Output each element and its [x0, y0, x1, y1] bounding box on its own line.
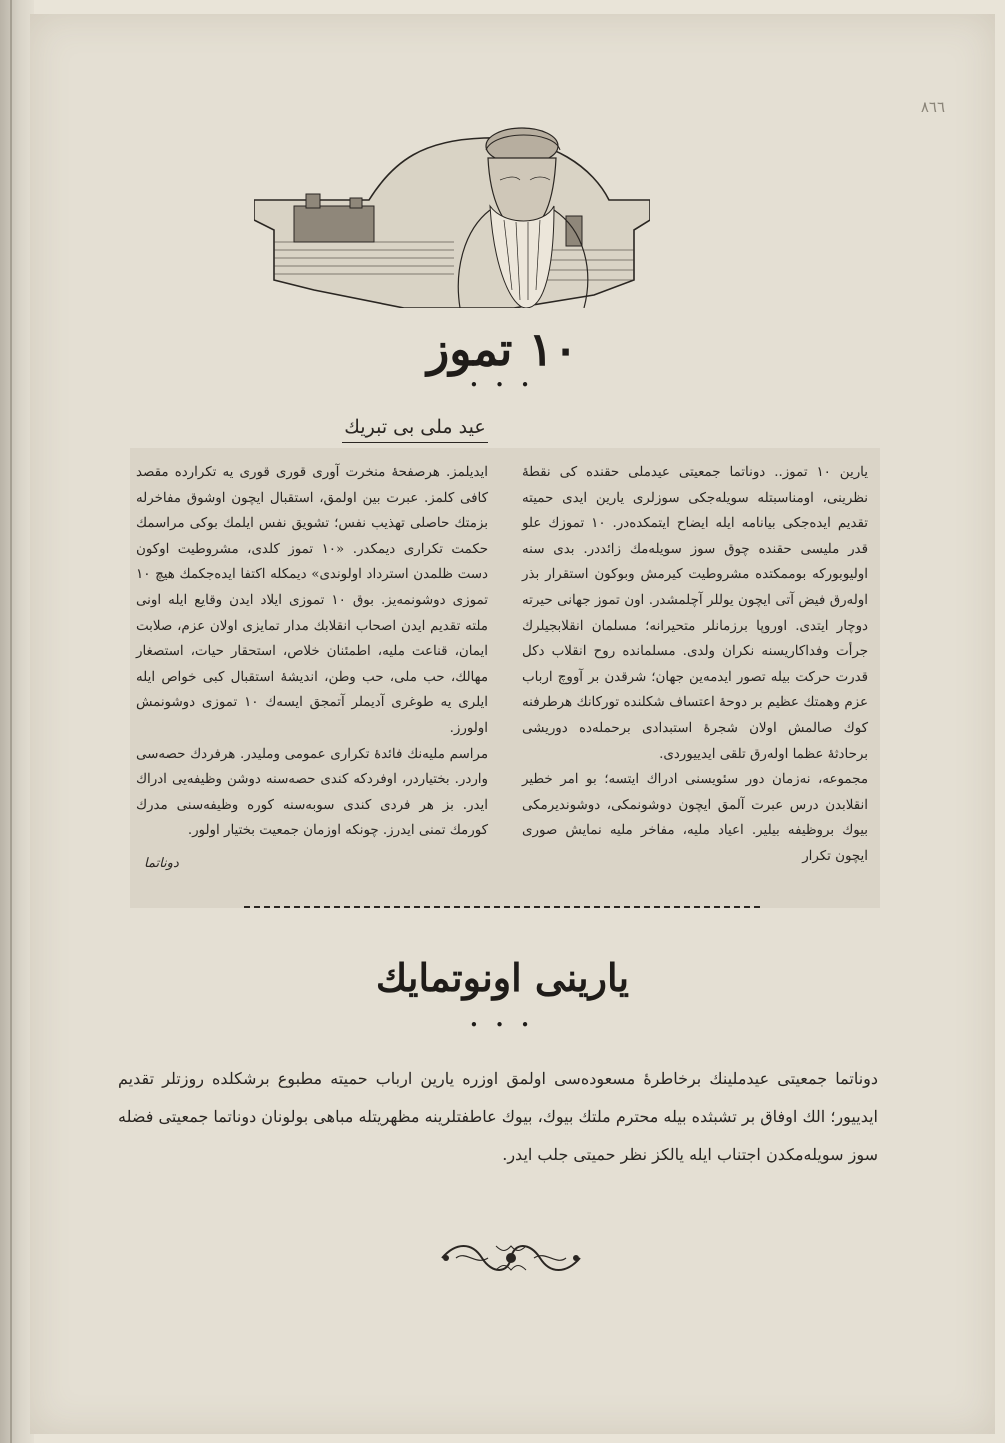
article-signature: دوناتما	[144, 856, 179, 871]
page-number: ٨٦٦	[920, 98, 945, 116]
section-paragraph	[118, 1060, 878, 1174]
section-title: یارینی اونوتمایك	[375, 955, 630, 1000]
article-column-right	[522, 460, 868, 870]
paragraph: یارین ۱۰ تموز.. دوناتما جمعیتی عیدملی حقنده کی نقطهٔ نظرینی، اومناسبتله سویله‌جکی سوزلری یارین ایدی حمیته تقدیم ایده‌جکی بیانامه ایله ایضاح ایتمکده‌در. ۱۰ تموزك علو قدر ملیسی حقنده چوق سوز سویله‌مك زائددر. بدی سنه اولیوبوركه بوممکتده مشروطیت کیرمش وبوکون استقرار بذر اوله‌رق فیض آتی ایچون یوللر آچلمشدر. اون تموز جهانی حیرته دوچار ایتدی. اوروپا برزمانلر متحیرانه؛ مسلمان انقلابجیلرك جرأت وفداکاریسنه نکران ولدی. مسلمانده روح انقلاب دکل قدرت حرکت بیله تصور ایدمه‌ین جهان؛ شرقدن بر آووچ ارباب عزم وهمتك عظیم بر دوحهٔ اعتساف شکلنده تورکانك هرطرفنه کوك صالمش اولان شجرهٔ استبدادی برحمله‌ده دوریشی برحادثهٔ عظما اوله‌رق تلقی ایدییوردی.	[522, 465, 868, 762]
paragraph: ایدیلمز. هرصفحهٔ منخرت آوری قوری قوری یه تکرارده مقصد کافی کلمز. عبرت بین اولمق، استقبال ایچون اوشوق مفاخرله بزمتك حاصلی تهذیب نفس؛ تشویق نفس ایلمك بوکی مراسمك حکمت تکراری دیمکدر. «۱۰ تموز کلدی، مشروطیت اوکون دست ظلمدن استرداد اولوندی» دیمکله اکتفا ایده‌جکمك هیچ ۱۰ تموزی دوشونمه‌یز. بوق ۱۰ تموزی ایلاد ایدن وقایع ایله اونی ملته تقدیم ایدن اصحاب انقلابك مدار تمایزی اولان عزم، صلابت ایمان، قناعت ملیه، اطمئنان خلاص، استحقار حیات، استصغار مهالك، حب ملی، حب وطن، اندیشهٔ استقبال کبی خواص ایله ایلری یه طوغری آدیملر آتمجق ایسه‌ك ۱۰ تموزی دوشونمش اولورز.	[136, 465, 488, 736]
portrait-vignette-illustration	[254, 110, 650, 308]
section-divider	[244, 906, 760, 908]
title-dots-ornament: • • •	[469, 376, 536, 394]
paragraph: دوناتما جمعیتی عیدملینك برخاطرهٔ مسعوده‌سی اولمق اوزره یارین ارباب حمیته مطبوع برشکلده روزتلر تقدیم ایدییور؛ الك اوفاق بر تشبثده بیله محترم ملتك بیوك، بیوك عاطفتلرینه مظهریتله مباهی بولونان دوناتما جمعیتی فضله سوز سویله‌مکدن اجتناب ایله یالکز نظر حمیتی جلب ایدر.	[118, 1069, 878, 1164]
tailpiece-ornament	[436, 1236, 586, 1280]
section-dots-ornament: • • •	[469, 1016, 536, 1034]
paragraph: مجموعه، نه‌زمان دور سئویسنی ادراك ایتسه؛ بو امر خطیر انقلابدن درس عبرت آلمق ایچون دوشونمکی، دوشوندیرمکی بیوك بروظیفه بیلیر. اعیاد ملیه، مفاخر ملیه نمایش صوری ایچون تکرار	[522, 772, 868, 864]
binding-edge	[10, 0, 12, 1443]
article-column-left	[136, 460, 488, 844]
article-subtitle: عید ملی بی تبریك	[342, 416, 488, 443]
article-title: ۱۰ تموز	[427, 322, 578, 376]
page-binding	[0, 0, 34, 1443]
paragraph: مراسم ملیه‌نك فائدهٔ تکراری عمومی وملیدر. هرفردك حصه‌سی واردر. بختیاردر، اوفردکه کندی حصه‌سنه دوشن وظیفه‌یی ادراك ایدر. بز هر فردی کندی سوبه‌سنه کوره وظیفه‌سنی مدرك کورمك تمنی ایدرز. چونکه اوزمان جمعیت بختیار اولور.	[136, 746, 488, 839]
